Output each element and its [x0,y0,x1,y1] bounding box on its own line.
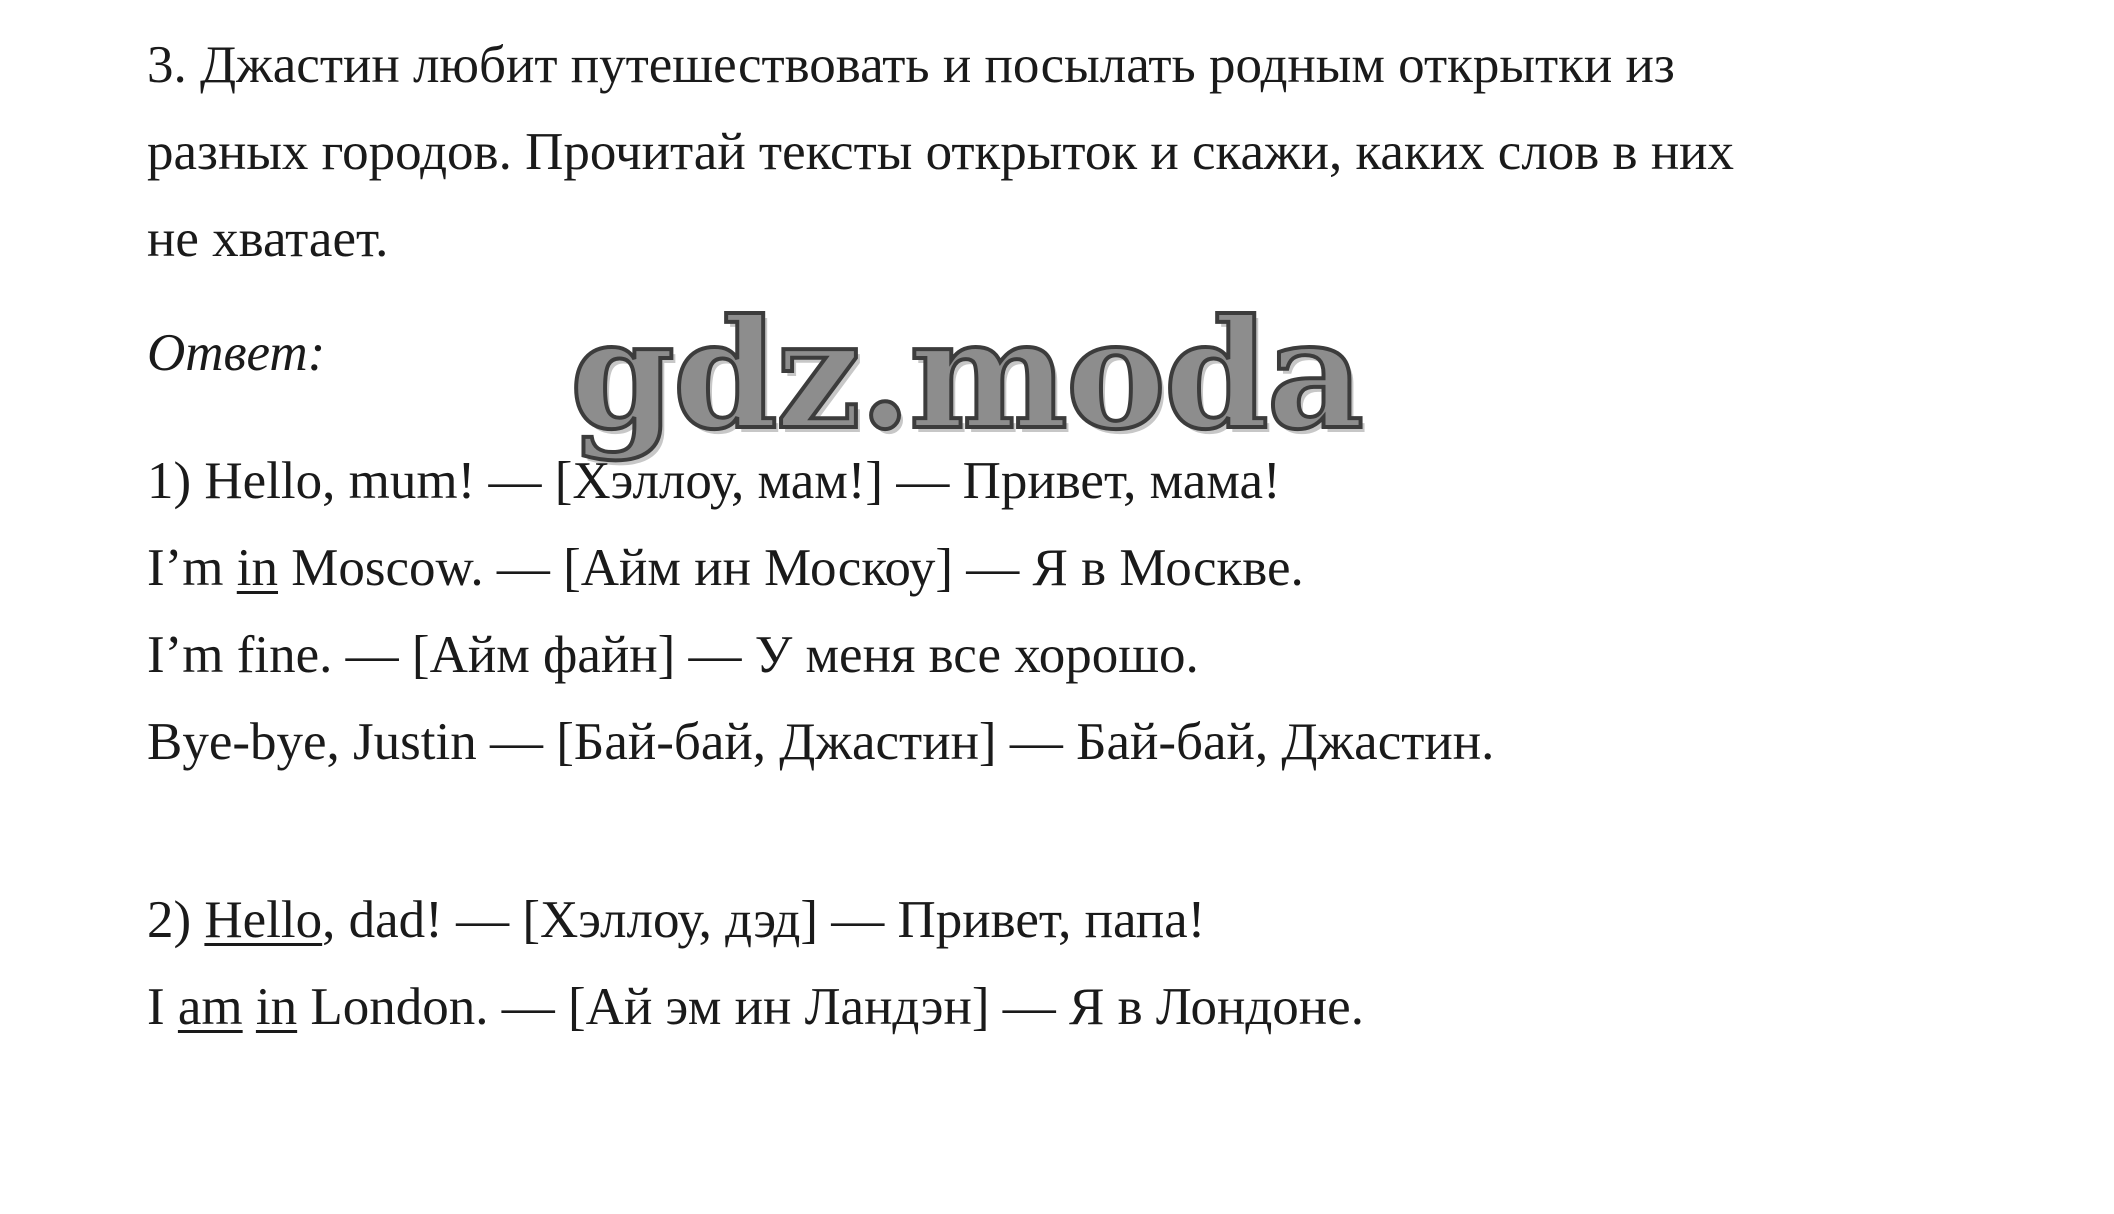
task-line: разных городов. Прочитай тексты открыток и скажи, каких слов в них [147,123,1735,181]
text-segment: I [147,978,178,1036]
text-segment: Moscow. — [Айм ин Москоу] — Я в Москве. [278,539,1304,597]
underlined-word: in [255,978,298,1036]
task-text [147,22,2047,283]
text-segment: I’m [147,539,237,597]
postcard-1-line-1: 1) Hello, mum! — [Хэллоу, мам!] — Привет, мама! [147,452,1281,510]
underlined-word: in [236,539,279,597]
text-segment: London. — [Ай эм ин Ландэн] — Я в Лондоне. [297,978,1364,1036]
answer-label: Ответ: [147,324,326,382]
underlined-word: Hello [204,891,323,949]
text-segment: 2) [147,891,205,949]
postcard-1-line-2 [147,525,2047,612]
task-line: не хватает. [147,210,389,268]
postcard-2-line-1 [147,877,2047,964]
postcard-2-line-2 [147,964,2047,1051]
postcard-1-line-3: I’m fine. — [Айм файн] — У меня все хорошо. [147,626,1199,684]
underlined-word: am [177,978,243,1036]
postcard-1-line-4: Bye-bye, Justin — [Бай-бай, Джастин] — Бай-бай, Джастин. [147,713,1495,771]
task-line: 3. Джастин любит путешествовать и посылать родным открытки из [147,36,1675,94]
postcard-1-answer [147,438,2047,786]
text-segment [243,978,256,1036]
watermark-logo: gdz.moda [570,287,1363,463]
text-segment: , dad! — [Хэллоу, дэд] — Привет, папа! [322,891,1206,949]
postcard-2-answer [147,877,2047,1051]
